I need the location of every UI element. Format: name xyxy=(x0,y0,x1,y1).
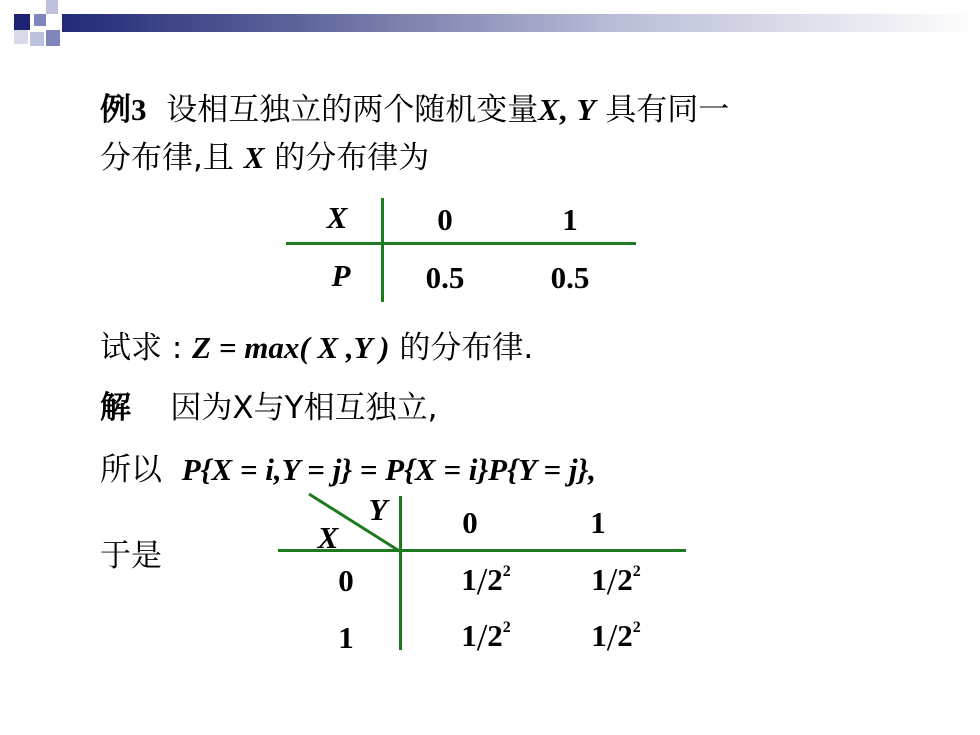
joint-row-value-0: 0 xyxy=(338,563,354,598)
task-suffix: 的分布律. xyxy=(399,330,534,366)
dist-table-vline xyxy=(381,198,384,302)
dist-value-0: 0 xyxy=(437,202,453,237)
comma: , xyxy=(558,92,567,127)
example-label: 例3 xyxy=(100,92,147,127)
joint-row-value-1: 1 xyxy=(338,620,354,655)
line2-text-a: 分布律,且 xyxy=(100,140,234,176)
task-formula: Z = max( X ,Y ) xyxy=(192,330,390,365)
then-line xyxy=(100,530,162,575)
example-text-2: 具有同一 xyxy=(605,92,730,128)
line2-var-x: X xyxy=(243,140,265,175)
task-line xyxy=(100,322,533,367)
then-label: 于是 xyxy=(100,538,162,574)
joint-cell-1-0: $1/2^2$ xyxy=(461,617,511,659)
solution-text: 因为X与Y相互独立, xyxy=(170,390,438,426)
dist-prob-0: 0.5 xyxy=(425,260,465,295)
header-gradient-bar xyxy=(62,14,980,32)
header-square-light xyxy=(46,0,58,14)
header-square-pale xyxy=(14,30,28,44)
header-square-mid-2 xyxy=(46,30,60,46)
joint-row-var: X xyxy=(317,520,339,555)
joint-cell-0-1: $1/2^2$ xyxy=(591,561,641,603)
header-square-dark xyxy=(14,14,30,30)
joint-col-var: Y xyxy=(368,492,388,527)
dist-prob-1: 0.5 xyxy=(550,260,590,295)
joint-cell-1-1: $1/2^2$ xyxy=(591,617,641,659)
joint-col-value-0: 0 xyxy=(462,505,478,540)
therefore-prefix: 所以 xyxy=(100,452,162,488)
solution-line xyxy=(100,382,437,427)
therefore-line xyxy=(100,444,596,489)
example-text-1: 设相互独立的两个随机变量 xyxy=(166,92,539,128)
dist-header-var: X xyxy=(326,200,348,235)
dist-prob-var: P xyxy=(331,258,351,293)
example-line-1 xyxy=(100,84,729,129)
joint-col-value-1: 1 xyxy=(590,505,606,540)
dist-table-hline xyxy=(286,242,636,245)
joint-cell-0-0: $1/2^2$ xyxy=(461,561,511,603)
solution-label: 解 xyxy=(100,390,131,425)
header-square-light-2 xyxy=(30,32,44,46)
dist-value-1: 1 xyxy=(562,202,578,237)
var-y: Y xyxy=(576,92,596,127)
var-x: X xyxy=(538,92,559,127)
therefore-formula: P{X = i,Y = j} = P{X = i}P{Y = j}, xyxy=(181,452,596,487)
task-prefix: 试求 : xyxy=(100,330,193,366)
header-square-mid xyxy=(34,14,46,26)
example-line-2 xyxy=(100,132,429,177)
line2-text-b: 的分布律为 xyxy=(274,140,430,176)
